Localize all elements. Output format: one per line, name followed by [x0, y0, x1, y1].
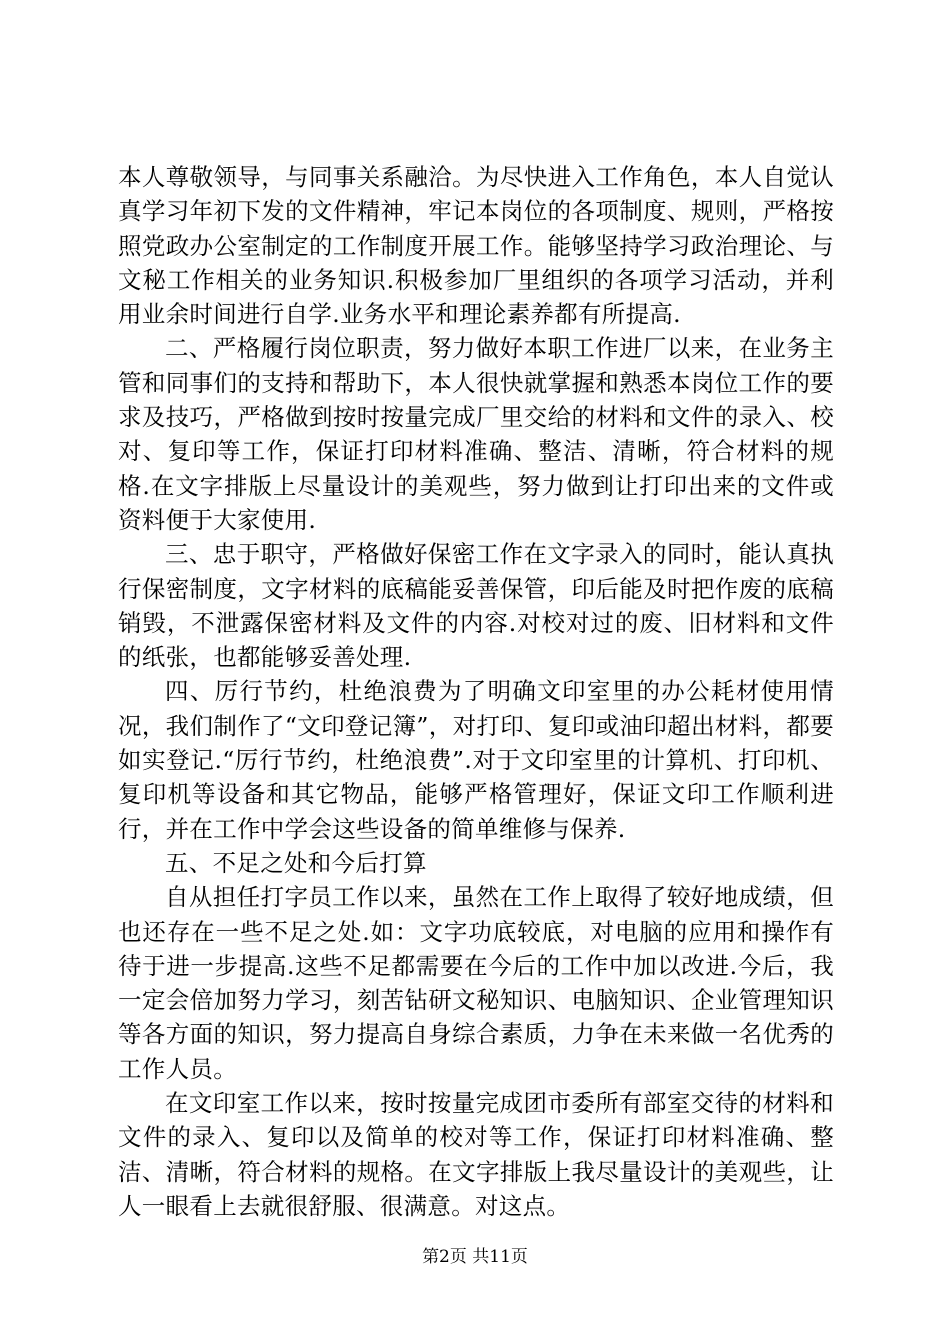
section-heading-5: 五、不足之处和今后打算: [165, 848, 427, 877]
paragraph-closing: 在文印室工作以来，按时按量完成团市委所有部室交待的材料和文件的录入、复印以及简单的校对等工作，保证打印材料准确、整洁、清晰，符合材料的规格。在文字排版上我尽量设计的美观些，让人一眼看上去就很舒服、很满意。对这点。: [118, 1089, 834, 1220]
paragraph-section-5-body: 自从担任打字员工作以来，虽然在工作上取得了较好地成绩，但也还存在一些不足之处.如：文字功底较底，对电脑的应用和操作有待于进一步提高.这些不足都需要在今后的工作中加以改进.今后，我一定会倍加努力学习，刻苦钻研文秘知识、电脑知识、企业管理知识等各方面的知识，努力提高自身综合素质，力争在未来做一名优秀的工作人员。: [118, 883, 834, 1083]
paragraph-section-3: 三、忠于职守，严格做好保密工作在文字录入的同时，能认真执行保密制度，文字材料的底稿能妥善保管，印后能及时把作废的底稿销毁，不泄露保密材料及文件的内容.对校对过的废、旧材料和文件的纸张，也都能够妥善处理.: [118, 540, 834, 672]
page-number-footer: 第2页 共11页: [422, 1247, 528, 1267]
paragraph-intro: 本人尊敬领导，与同事关系融洽。为尽快进入工作角色，本人自觉认真学习年初下发的文件精神，牢记本岗位的各项制度、规则，严格按照党政办公室制定的工作制度开展工作。能够坚持学习政治理论、与文秘工作相关的业务知识.积极参加厂里组织的各项学习活动，并利用业余时间进行自学.业务水平和理论素养都有所提高.: [118, 163, 834, 329]
document-body: [118, 160, 834, 1223]
paragraph-section-2: 二、严格履行岗位职责，努力做好本职工作进厂以来，在业务主管和同事们的支持和帮助下，本人很快就掌握和熟悉本岗位工作的要求及技巧，严格做到按时按量完成厂里交给的材料和文件的录入、校对、复印等工作，保证打印材料准确、整洁、清晰，符合材料的规格.在文字排版上尽量设计的美观些，努力做到让打印出来的文件或资料便于大家使用.: [118, 334, 834, 534]
paragraph-section-4: 四、厉行节约，杜绝浪费为了明确文印室里的办公耗材使用情况，我们制作了“文印登记簿”，对打印、复印或油印超出材料，都要如实登记.“厉行节约，杜绝浪费”.对于文印室里的计算机、打印机、复印机等设备和其它物品，能够严格管理好，保证文印工作顺利进行，并在工作中学会这些设备的简单维修与保养.: [118, 677, 834, 843]
